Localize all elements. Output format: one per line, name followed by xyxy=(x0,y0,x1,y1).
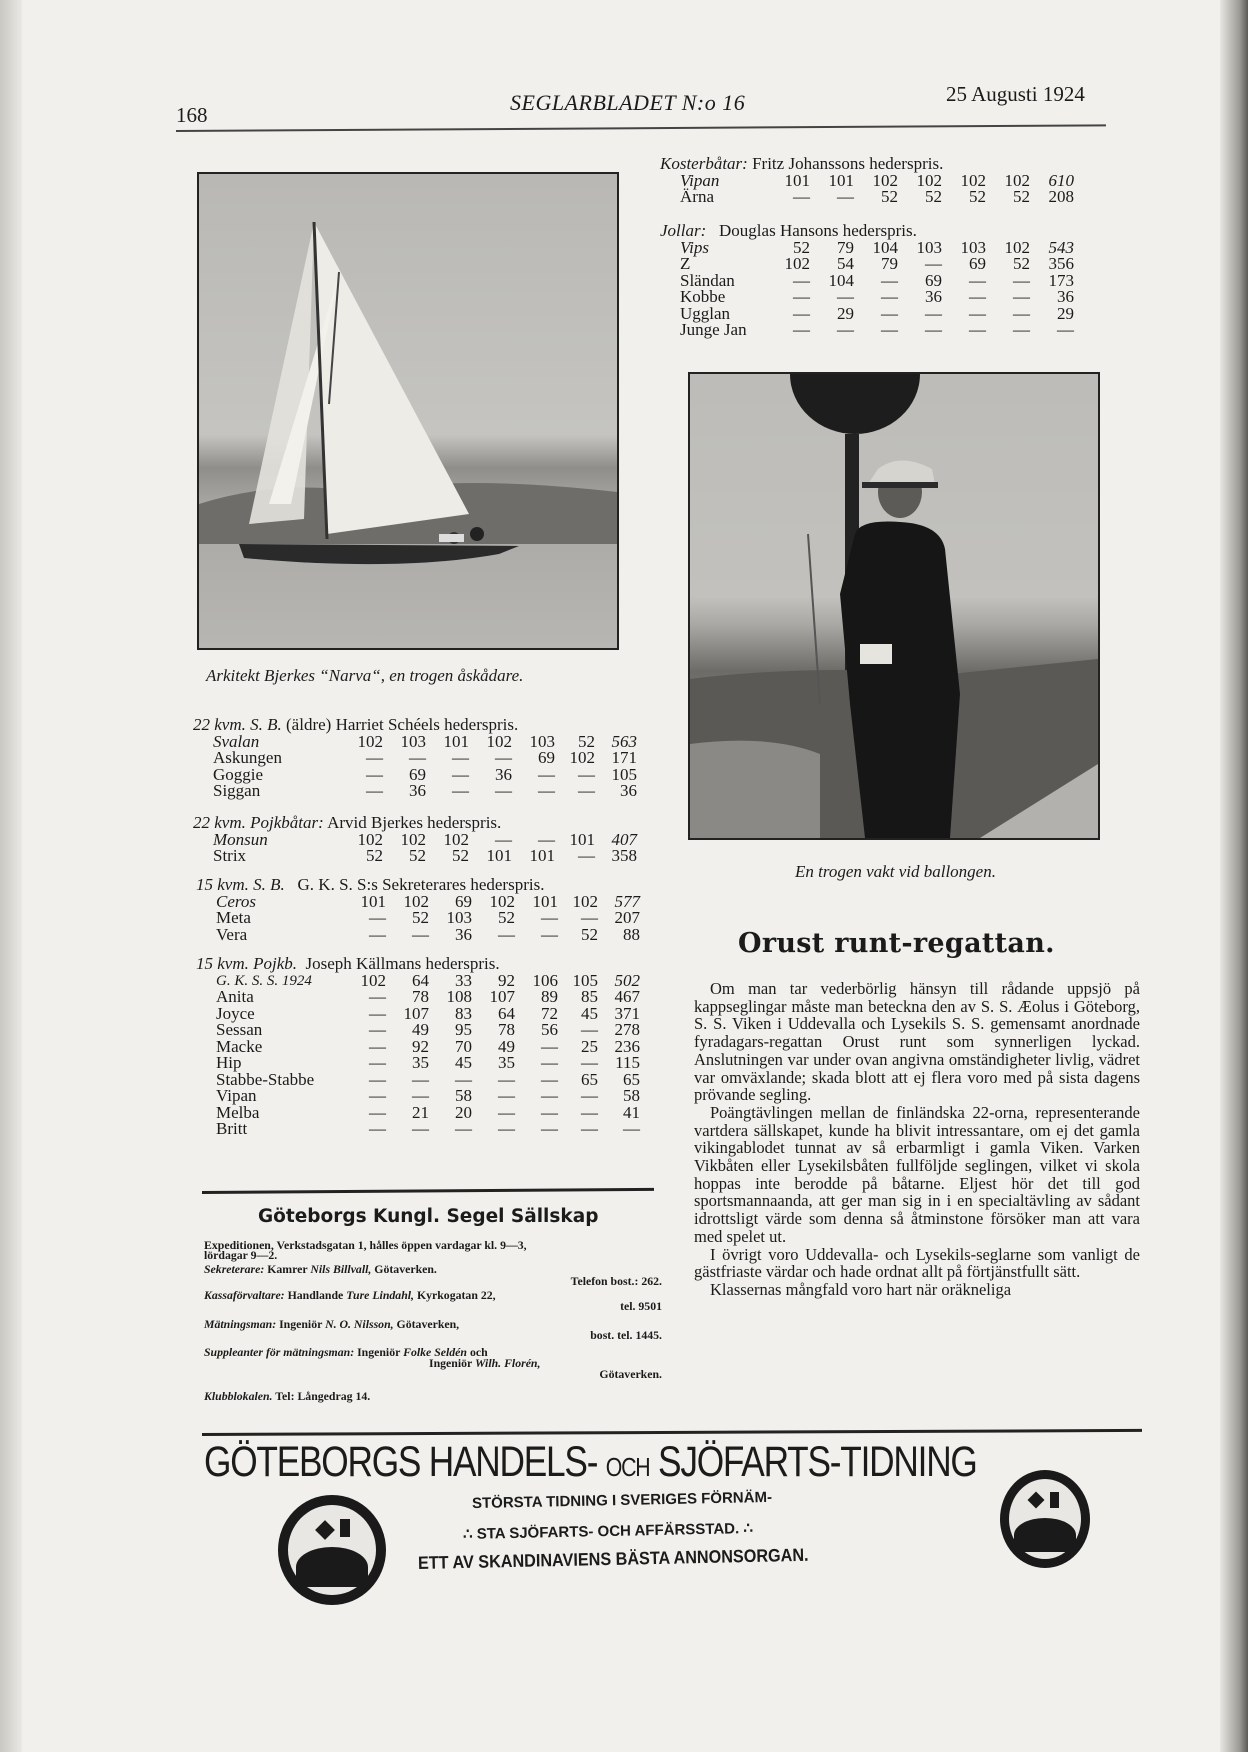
table-row: Ceros 101 102 69 102 101 102 577 xyxy=(216,891,640,911)
balloon-caption: En trogen vakt vid ballongen. xyxy=(795,862,996,881)
article-paragraph: I övrigt voro Uddevalla- och Lysekils-seglarne som vanligt de gästfriaste värdar och hade ordnat allt på förtjänstfullt sätt. xyxy=(694,1244,1140,1282)
table-row: Monsun 102 102 102 — — 101 407 xyxy=(213,829,637,849)
advert-line-3: ETT AV SKANDINAVIENS BÄSTA ANNONSORGAN. xyxy=(417,1544,809,1573)
results-15kvm-sb xyxy=(196,877,656,943)
advert-line-1: STÖRSTA TIDNING I SVERIGES FÖRNÄM- xyxy=(471,1488,773,1513)
table-row: Sländan — 104 — 69 — — 173 xyxy=(680,270,1074,290)
club-deputies: Suppleanter för mätningsman: Ingeniör Folke Seldén och xyxy=(204,1344,488,1359)
club-box-rule xyxy=(202,1188,654,1194)
club-measurer-phone: bost. tel. 1445. xyxy=(590,1328,662,1343)
results-kosterbatar xyxy=(660,156,1110,206)
page-edge-left xyxy=(0,0,22,1752)
club-secretary: Sekreterare: Kamrer Nils Billvall, Götaverken. xyxy=(204,1262,437,1277)
club-premises: Klubblokalen. Tel: Långedrag 14. xyxy=(204,1389,371,1404)
club-treasurer-phone: tel. 9501 xyxy=(620,1299,662,1314)
page-edge-right xyxy=(1220,0,1248,1752)
advert-title: GÖTEBORGS HANDELS- OCH SJÖFARTS-TIDNING xyxy=(204,1438,977,1486)
club-deputy-2: Ingeniör Wilh. Florén, xyxy=(429,1355,541,1370)
table-row: Vera — — 36 — — 52 88 xyxy=(216,924,640,944)
class-heading: Kosterbåtar: Fritz Johanssons hederspris. xyxy=(660,154,944,173)
issue-date: 25 Augusti 1924 xyxy=(946,82,1085,106)
balloon-watch-photo xyxy=(688,372,1100,840)
table-row: Stabbe-Stabbe — — — — — 65 65 xyxy=(216,1069,640,1089)
club-info xyxy=(204,1238,664,1403)
table-row: Z 102 54 79 — 69 52 356 xyxy=(680,254,1074,273)
table-row: Siggan — 36 — — — — 36 xyxy=(213,781,637,800)
ship-emblem-right-icon xyxy=(1000,1470,1090,1568)
results-22kvm-pojkbatar xyxy=(193,815,653,865)
article-paragraph: Klassernas mångfald voro hart när oräkneliga xyxy=(710,1279,1012,1299)
table-row: Vipan 101 101 102 102 102 102 610 xyxy=(680,170,1074,190)
table-row: Kobbe — — — 36 — — 36 xyxy=(680,287,1074,306)
article-body xyxy=(694,980,1140,1299)
table-row: Sessan — 49 95 78 56 — 278 xyxy=(216,1020,640,1039)
table-row: Junge Jan — — — — — — — xyxy=(680,320,1074,339)
table-row: Strix 52 52 52 101 101 — 358 xyxy=(213,846,637,865)
advert-rule xyxy=(202,1429,1142,1436)
table-row: Ärna — — 52 52 52 52 208 xyxy=(680,187,1074,206)
club-secretary-phone: Telefon bost.: 262. xyxy=(570,1273,662,1288)
table-row: Vips 52 79 104 103 103 102 543 xyxy=(680,237,1074,257)
header-rule xyxy=(176,124,1106,132)
results-jollar xyxy=(660,223,1110,339)
results-22kvm-sb xyxy=(193,717,653,800)
table-row: Hip — 35 45 35 — — 115 xyxy=(216,1053,640,1072)
article-paragraph: Poängtävlingen mellan de finländska 22-orna, representerande vartdera sällskapet, kunde ha blivit intressantare, om ej det gamla vikingablodet tunnat av så erbarmligt i gamla Viken. Varken Vikbåten eller Lysekilsbåten fullföljde seglingen, vilket vi skola hoppas inte berodde på båtarne. Eljest hör det till god sportsmannaanda, att ger man sig in i en specialtävling av sådant idrottsligt värde som denna så åtminstone försöker man att vara med spelet ut. xyxy=(694,1102,1140,1246)
class-heading: 15 kvm. Pojkb. Joseph Källmans hederspris. xyxy=(196,954,500,973)
article-title: Orust runt-regattan. xyxy=(738,928,1055,959)
class-heading: 22 kvm. Pojkbåtar: Arvid Bjerkes hederspris. xyxy=(193,813,502,832)
club-treasurer: Kassaförvaltare: Handlande Ture Lindahl, Kyrkogatan 22, xyxy=(204,1287,496,1302)
publication-title: SEGLARBLADET N:o 16 xyxy=(510,90,746,115)
results-15kvm-pojkb xyxy=(196,956,656,1138)
club-expedition-saturday: lördagar 9—2. xyxy=(204,1248,278,1263)
article-paragraph: Om man tar vederbörlig hänsyn till rådande uppsjö på kappseglingar måste man beteckna den av S. S. Æolus i Göteborg, S. S. Viken i Uddevalla och Lysekils S. S. gemensamt anordnade fyradagars-regattan Orust runt som synnerligen lyckad. Anslutningen var under ovan angivna omständigheter livlig, vädret var omväxlande; skada blott att ej flera voro med på sista dagens prövande segling. xyxy=(694,979,1140,1105)
table-row: Ugglan — 29 — — — — 29 xyxy=(680,303,1074,323)
club-expedition: Expeditionen, Verkstadsgatan 1, hålles öppen vardagar kl. 9—3, xyxy=(204,1238,527,1252)
table-row: Svalan 102 103 101 102 103 52 563 xyxy=(213,731,637,751)
table-row: G. K. S. S. 1924 102 64 33 92 106 105 502 xyxy=(216,970,640,990)
club-measurer: Mätningsman: Ingeniör N. O. Nilsson, Götaverken, xyxy=(204,1317,460,1332)
table-row: Joyce — 107 83 64 72 45 371 xyxy=(216,1003,640,1023)
club-deputy-place: Götaverken. xyxy=(599,1367,662,1382)
ship-emblem-left-icon xyxy=(278,1495,386,1605)
table-row: Askungen — — — — 69 102 171 xyxy=(213,748,637,767)
sailboat-caption: Arkitekt Bjerkes “Narva“, en trogen åskådare. xyxy=(206,666,524,685)
balloon-scene-illustration xyxy=(690,374,1098,838)
class-heading: 15 kvm. S. B. G. K. S. S:s Sekreterares hederspris. xyxy=(196,875,545,894)
table-row: Macke — 92 70 49 — 25 236 xyxy=(216,1036,640,1056)
table-row: Britt — — — — — — — xyxy=(216,1119,640,1138)
class-heading: Jollar: Douglas Hansons hederspris. xyxy=(660,221,917,240)
sailboat-photo xyxy=(197,172,619,650)
table-row: Goggie — 69 — 36 — — 105 xyxy=(213,764,637,784)
table-row: Vipan — — 58 — — — 58 xyxy=(216,1086,640,1105)
advert-line-2: ∴ STA SJÖFARTS- OCH AFFÄRSSTAD. ∴ xyxy=(462,1519,754,1544)
table-row: Melba — 21 20 — — — 41 xyxy=(216,1102,640,1122)
table-row: Meta — 52 103 52 — — 207 xyxy=(216,908,640,927)
page-number: 168 xyxy=(176,103,208,127)
sailboat-illustration xyxy=(199,174,617,648)
club-title: Göteborgs Kungl. Segel Sällskap xyxy=(258,1206,599,1227)
table-row: Anita — 78 108 107 89 85 467 xyxy=(216,987,640,1006)
class-heading: 22 kvm. S. B. (äldre) Harriet Schéels hederspris. xyxy=(193,715,519,734)
